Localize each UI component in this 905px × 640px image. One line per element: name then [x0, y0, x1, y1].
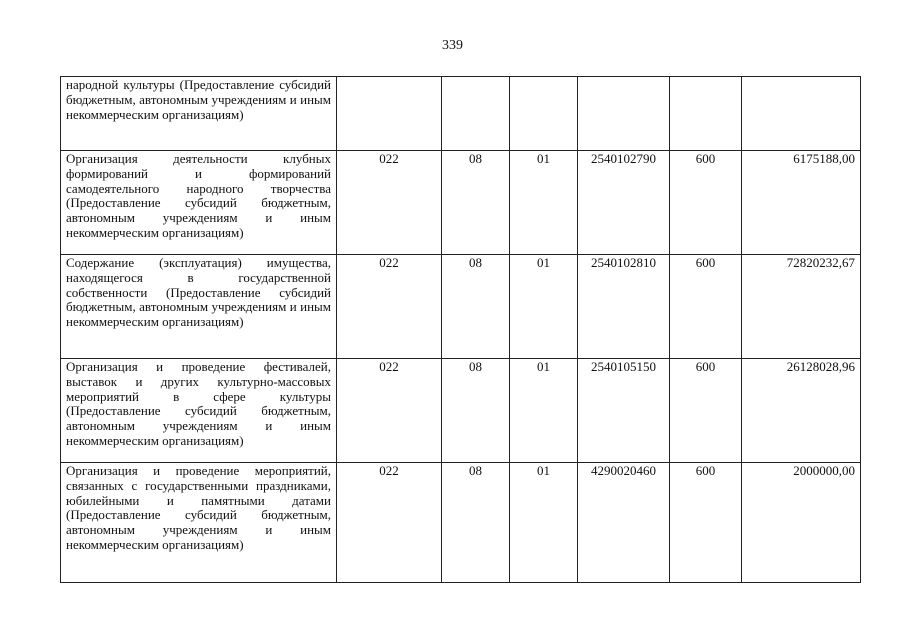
row-description: Организация деятельности клубных формирований и формирований самодеятельного народного творчества (Предоставление субсидий бюджетным, автономным учреждениям и иным некоммерческим организациям) [61, 151, 337, 255]
budget-table [60, 76, 861, 583]
table-row [61, 255, 861, 359]
row-description: Организация и проведение фестивалей, выставок и других культурно-массовых мероприятий в сфере культуры (Предоставление субсидий бюджетным, автономным учреждениям и иным некоммерческим организациям) [61, 359, 337, 463]
ministry-code: 022 [337, 255, 442, 359]
subsection-code: 01 [510, 359, 578, 463]
section-code [442, 77, 510, 151]
expense-type-code: 600 [670, 255, 742, 359]
section-code: 08 [442, 463, 510, 583]
target-article-code [578, 77, 670, 151]
section-code: 08 [442, 151, 510, 255]
subsection-code: 01 [510, 151, 578, 255]
amount: 6175188,00 [742, 151, 861, 255]
target-article-code: 2540102810 [578, 255, 670, 359]
ministry-code [337, 77, 442, 151]
amount [742, 77, 861, 151]
row-description: народной культуры (Предоставление субсидий бюджетным, автономным учреждениям и иным некоммерческим организациям) [61, 77, 337, 151]
target-article-code: 2540105150 [578, 359, 670, 463]
amount: 72820232,67 [742, 255, 861, 359]
table-row [61, 359, 861, 463]
row-description: Организация и проведение мероприятий, связанных с государственными праздниками, юбилейными и памятными датами (Предоставление субсидий бюджетным, автономным учреждениям и иным некоммерческим организациям) [61, 463, 337, 583]
ministry-code: 022 [337, 359, 442, 463]
ministry-code: 022 [337, 151, 442, 255]
amount: 26128028,96 [742, 359, 861, 463]
page-number: 339 [442, 38, 463, 53]
target-article-code: 2540102790 [578, 151, 670, 255]
subsection-code: 01 [510, 255, 578, 359]
expense-type-code: 600 [670, 359, 742, 463]
expense-type-code: 600 [670, 463, 742, 583]
target-article-code: 4290020460 [578, 463, 670, 583]
section-code: 08 [442, 255, 510, 359]
ministry-code: 022 [337, 463, 442, 583]
amount: 2000000,00 [742, 463, 861, 583]
table-row [61, 77, 861, 151]
expense-type-code [670, 77, 742, 151]
table-row [61, 463, 861, 583]
expense-type-code: 600 [670, 151, 742, 255]
row-description: Содержание (эксплуатация) имущества, находящегося в государственной собственности (Предоставление субсидий бюджетным, автономным учреждениям и иным некоммерческим организациям) [61, 255, 337, 359]
subsection-code: 01 [510, 463, 578, 583]
table-row [61, 151, 861, 255]
subsection-code [510, 77, 578, 151]
section-code: 08 [442, 359, 510, 463]
